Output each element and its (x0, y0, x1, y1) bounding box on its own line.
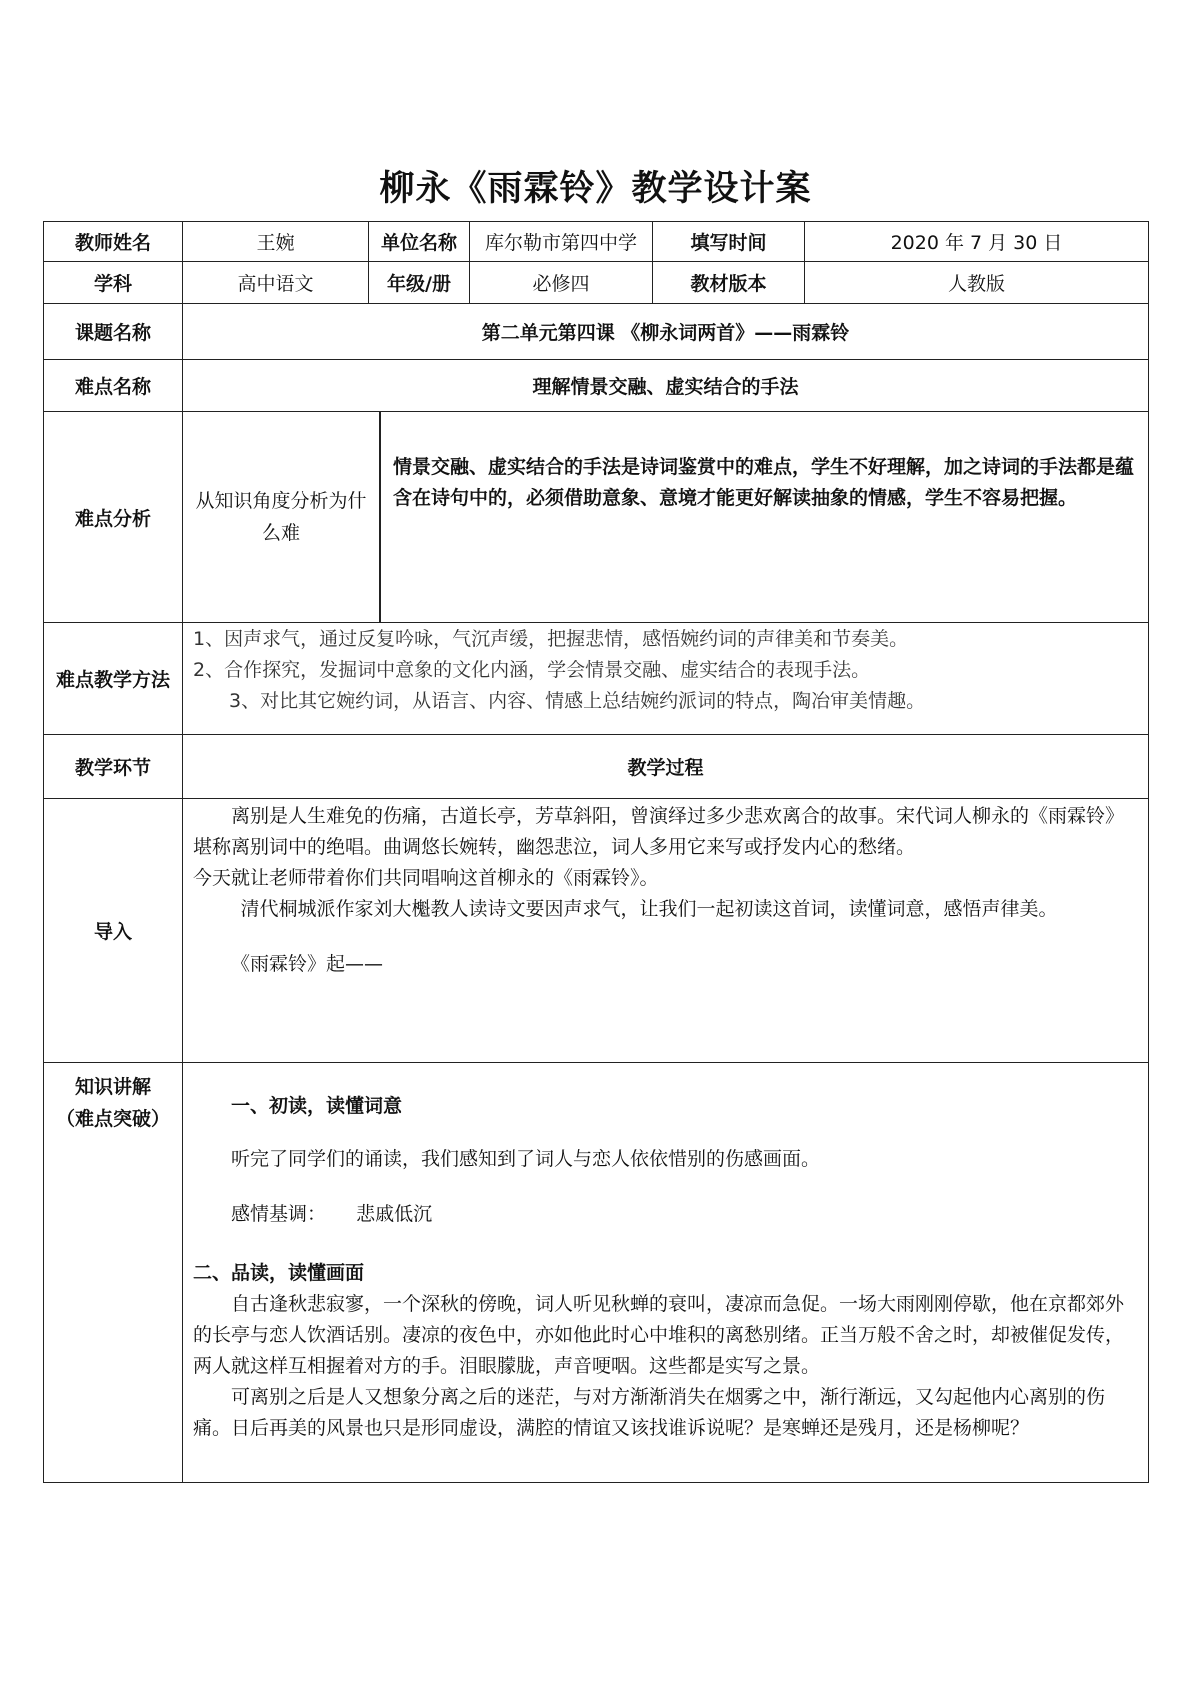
knowledge-row (44, 1063, 1149, 1483)
date-label: 填写时间 (653, 222, 805, 262)
teacher-value: 王婉 (183, 222, 369, 262)
subject-label: 学科 (44, 262, 183, 304)
difficulty-value: 理解情景交融、虚实结合的手法 (183, 360, 1149, 412)
knowledge-content (183, 1063, 1149, 1483)
topic-row (44, 304, 1149, 360)
intro-paragraph-2: 今天就让老师带着你们共同唱响这首柳永的《雨霖铃》。 (193, 867, 659, 889)
knowledge-heading-2: 二、品读，读懂画面 (193, 1262, 365, 1284)
date-value: 2020 年 7 月 30 日 (805, 222, 1149, 262)
subject-value: 高中语文 (183, 262, 369, 304)
document-title: 柳永《雨霖铃》教学设计案 (379, 169, 812, 209)
intro-paragraph-3: 清代桐城派作家刘大櫆教人读诗文要因声求气，让我们一起初读这首词，读懂词意，感悟声律美。 (240, 898, 1058, 920)
tone-value: 悲戚低沉 (356, 1203, 433, 1225)
edition-label: 教材版本 (653, 262, 805, 304)
teacher-label: 教师姓名 (44, 222, 183, 262)
analysis-inner (183, 412, 1148, 622)
intro-paragraph-4: 《雨霖铃》起—— (231, 953, 384, 975)
method-row (44, 623, 1149, 735)
method-label: 难点教学方法 (44, 623, 183, 735)
difficulty-row (44, 360, 1149, 412)
info-row-2 (44, 262, 1149, 304)
analysis-content (183, 412, 1149, 623)
tone-label: 感情基调： (231, 1203, 327, 1225)
knowledge-label (44, 1063, 183, 1483)
edition-value: 人教版 (805, 262, 1149, 304)
intro-content (183, 799, 1149, 1063)
knowledge-heading-1: 一、初读，读懂词意 (231, 1095, 403, 1117)
intro-label: 导入 (44, 799, 183, 1063)
process-label: 教学过程 (183, 735, 1149, 799)
topic-value: 第二单元第四课 《柳永词两首》——雨霖铃 (183, 304, 1149, 360)
analysis-sub-label: 从知识角度分析为什么难 (183, 412, 381, 622)
knowledge-paragraph-2: 自古逢秋悲寂寥，一个深秋的傍晚，词人听见秋蝉的衰叫，凄凉而急促。一场大雨刚刚停歇，他在京都郊外的长亭与恋人饮酒话别。凄凉的夜色中，亦如他此时心中堆积的离愁别绪。正当万般不舍之时，却被催促发传，两人就这样互相握着对方的手。泪眼朦胧，声音哽咽。这些都是实写之景。 (193, 1293, 1125, 1377)
knowledge-paragraph-1: 听完了同学们的诵读，我们感知到了词人与恋人依依惜别的伤感画面。 (231, 1148, 821, 1170)
method-item-2: 2、合作探究，发掘词中意象的文化内涵，学会情景交融、虚实结合的表现手法。 (193, 659, 871, 681)
lesson-plan-table (43, 221, 1149, 1483)
method-content (183, 623, 1149, 735)
process-header-row (44, 735, 1149, 799)
knowledge-tone (193, 1199, 1138, 1230)
analysis-row (44, 412, 1149, 623)
method-item-1: 1、因声求气，通过反复吟咏，气沉声缓，把握悲情，感悟婉约词的声律美和节奏美。 (193, 628, 909, 650)
topic-label: 课题名称 (44, 304, 183, 360)
knowledge-label-line-2: （难点突破） (55, 1108, 170, 1130)
analysis-text: 情景交融、虚实结合的手法是诗词鉴赏中的难点，学生不好理解，加之诗词的手法都是蕴含在诗句中的，必须借助意象、意境才能更好解读抽象的情感，学生不容易把握。 (393, 456, 1135, 509)
unit-label: 单位名称 (369, 222, 470, 262)
intro-row (44, 799, 1149, 1063)
analysis-label: 难点分析 (44, 412, 183, 623)
unit-value: 库尔勒市第四中学 (470, 222, 653, 262)
intro-paragraph-1: 离别是人生难免的伤痛，古道长亭，芳草斜阳，曾演绎过多少悲欢离合的故事。宋代词人柳永的《雨霖铃》堪称离别词中的绝唱。曲调悠长婉转，幽怨悲泣，词人多用它来写或抒发内心的愁绪。 (193, 805, 1125, 858)
grade-value: 必修四 (470, 262, 653, 304)
difficulty-label: 难点名称 (44, 360, 183, 412)
process-stage-label: 教学环节 (44, 735, 183, 799)
grade-label: 年级/册 (369, 262, 470, 304)
info-row-1 (44, 222, 1149, 262)
knowledge-label-line-1: 知识讲解 (74, 1076, 151, 1098)
knowledge-paragraph-3: 可离别之后是人又想象分离之后的迷茫，与对方渐渐消失在烟雾之中，渐行渐远，又勾起他内心离别的伤痛。日后再美的风景也只是形同虚设，满腔的情谊又该找谁诉说呢？是寒蝉还是残月，还是杨柳呢？ (193, 1386, 1106, 1439)
method-item-3: 3、对比其它婉约词，从语言、内容、情感上总结婉约派词的特点，陶冶审美情趣。 (229, 690, 926, 712)
